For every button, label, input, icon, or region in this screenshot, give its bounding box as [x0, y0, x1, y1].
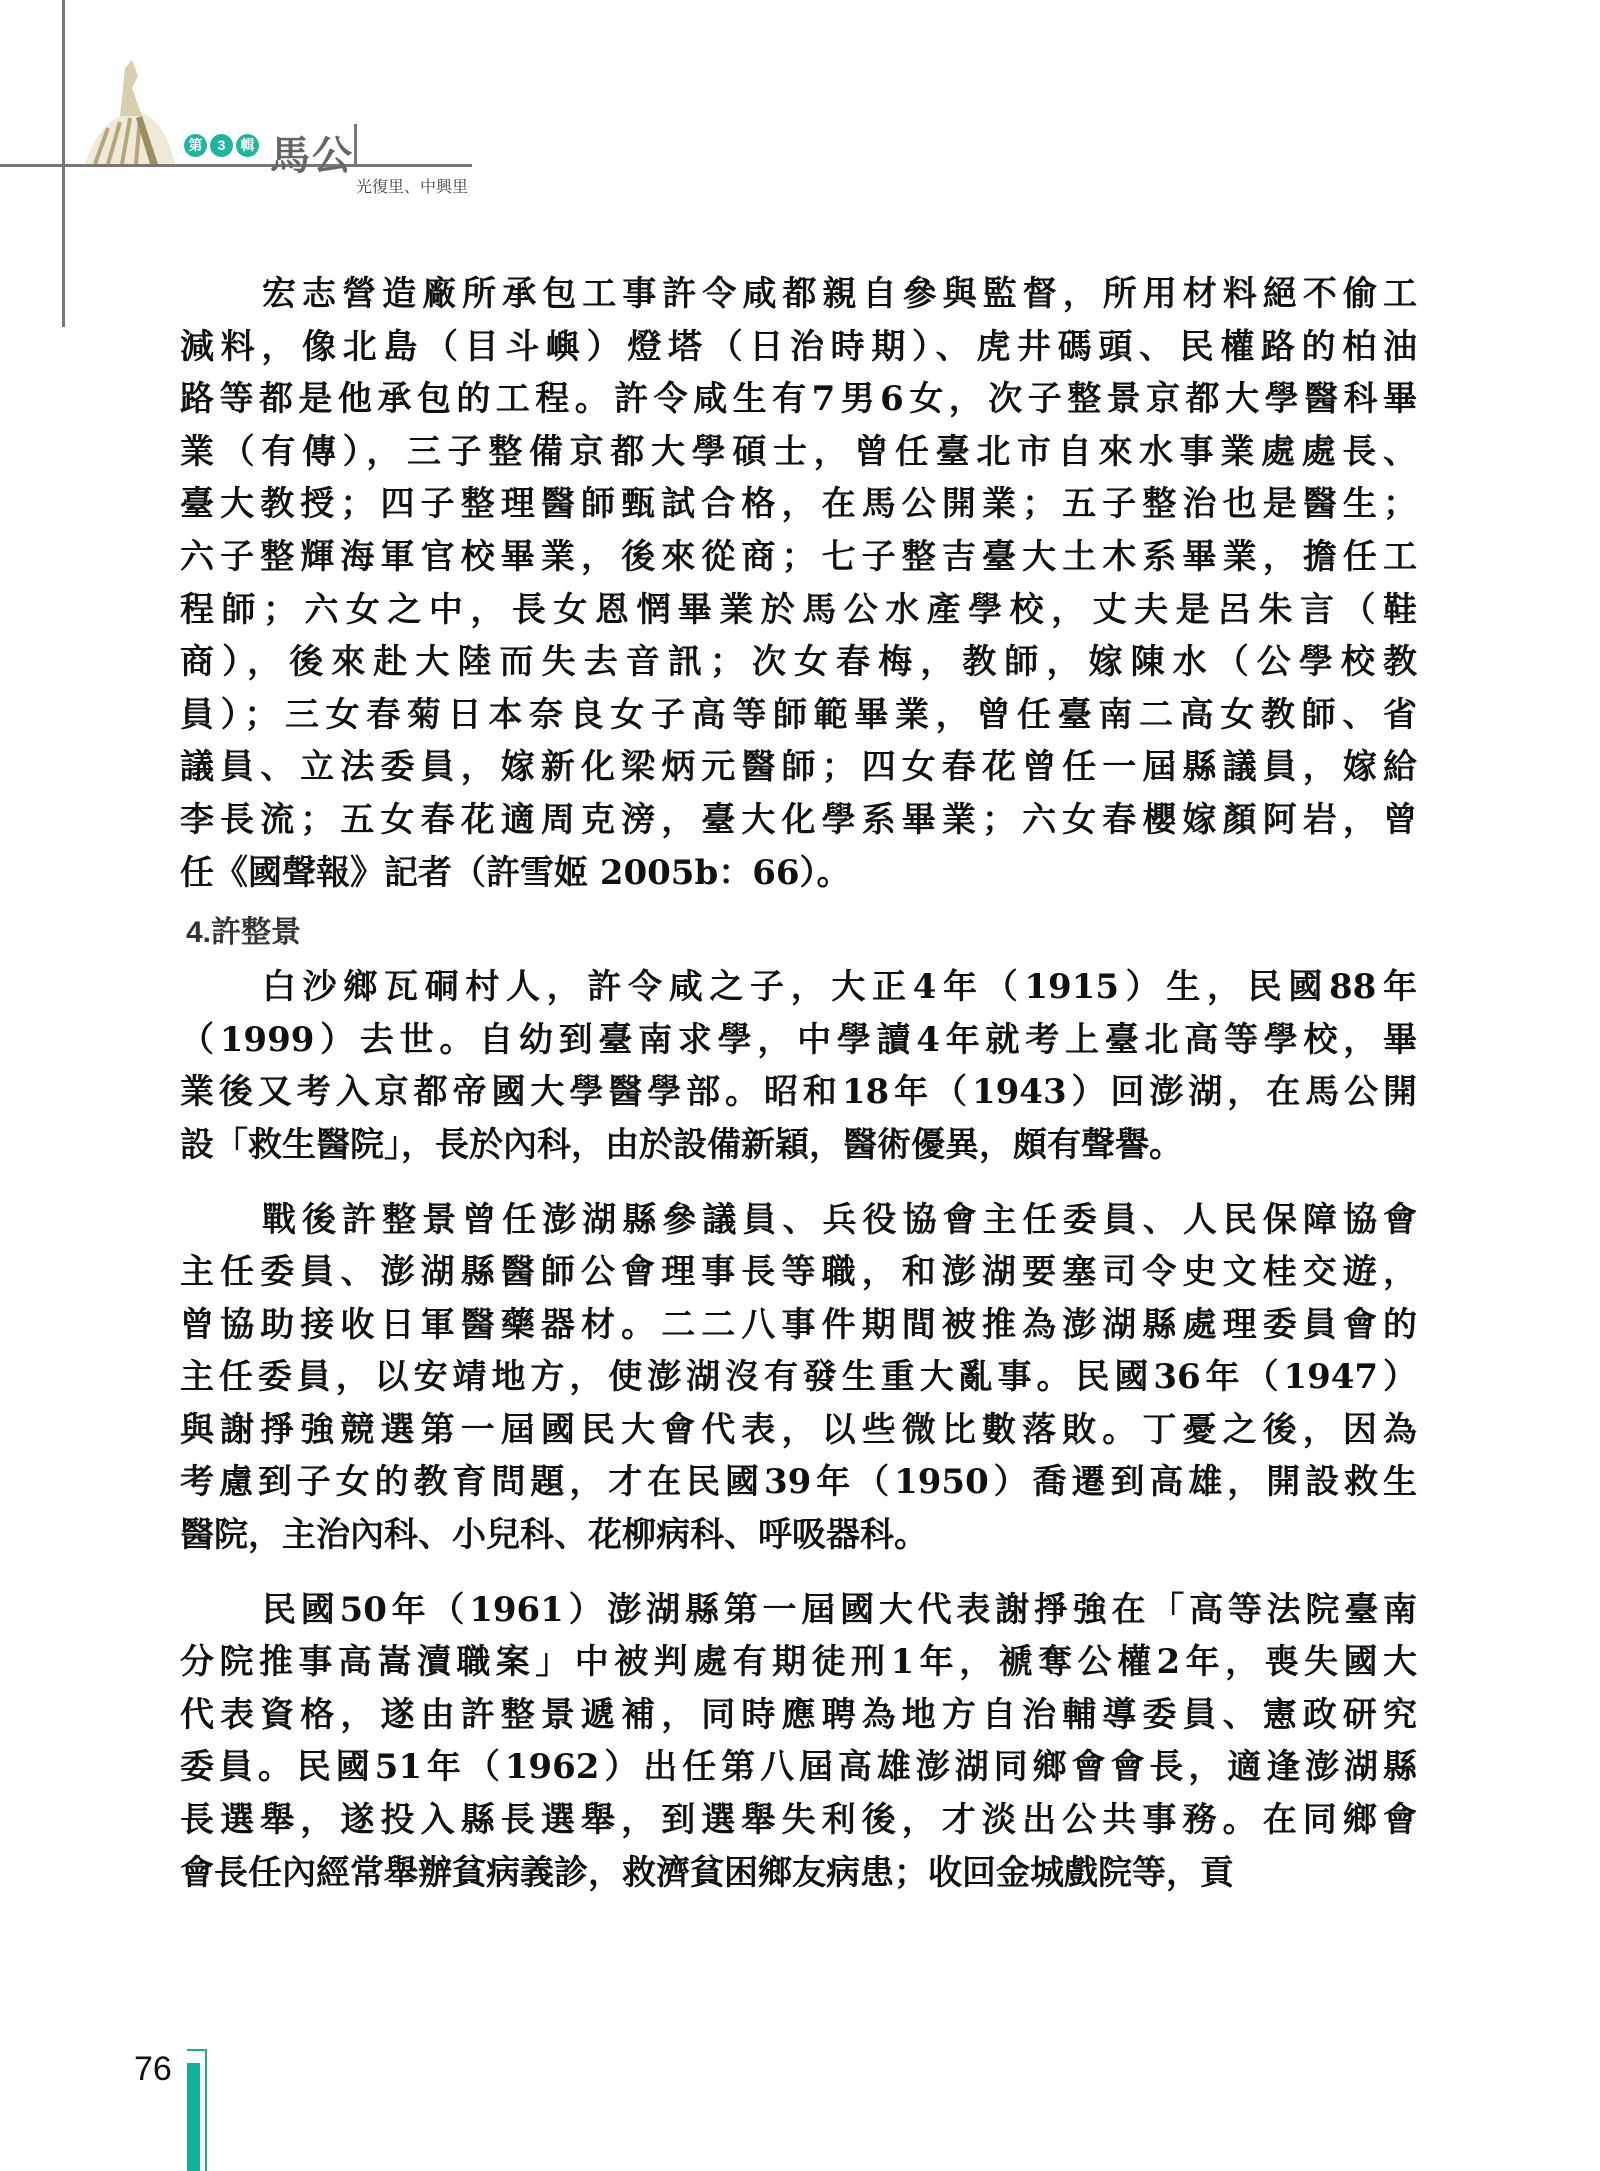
running-subtitle: 光復里、中興里: [356, 177, 469, 196]
text-line: 減料，像北島（目斗嶼）燈塔（日治時期）、虎井碼頭、民權路的柏油: [180, 326, 1417, 367]
footer-accent-line: [205, 2049, 207, 2171]
text-line: 醫院，主治內科、小兒科、花柳病科、呼吸器科。: [180, 1515, 928, 1556]
text-line: 民國50年（1961）澎湖縣第一屆國大代表謝掙強在「高等法院臺南: [262, 1589, 1417, 1630]
text-line: 宏志營造廠所承包工事許令咸都親自參與監督，所用材料絕不偷工: [262, 274, 1417, 314]
text-line: 李長流；五女春花適周克滂，臺大化學系畢業；六女春櫻嫁顏阿岩，曾: [180, 799, 1417, 840]
header-horizontal-rule: [0, 164, 472, 167]
body-text: [180, 268, 1417, 1899]
chapter-badge-prefix: 第: [184, 134, 207, 157]
intro-paragraphs: [180, 268, 1417, 899]
text-line: 程師；六女之中，長女恩惘畢業於馬公水產學校，丈夫是呂朱言（鞋: [180, 589, 1417, 630]
text-line: 白沙鄉瓦硐村人，許令咸之子，大正4年（1915）生，民國88年: [262, 967, 1417, 1008]
text-line: 主任委員、澎湖縣醫師公會理事長等職，和澎湖要塞司令史文桂交遊，: [180, 1252, 1417, 1293]
paragraph-gap: [180, 1172, 1417, 1194]
section-paragraphs: [180, 961, 1417, 1899]
page-number: 76: [134, 2050, 172, 2088]
text-line: 戰後許整景曾任澎湖縣參議員、兵役協會主任委員、人民保障協會: [262, 1199, 1417, 1240]
paragraph-gap: [180, 1562, 1417, 1584]
text-line: 議員、立法委員，嫁新化梁炳元醫師；四女春花曾任一屆縣議員，嫁給: [180, 747, 1417, 788]
text-line: （1999）去世。自幼到臺南求學，中學讀4年就考上臺北高等學校，畢: [180, 1019, 1417, 1060]
text-line: 分院推事高嵩瀆職案」中被判處有期徒刑1年，褫奪公權2年，喪失國大: [180, 1642, 1417, 1683]
paragraph: [180, 1584, 1417, 1900]
text-line: 員）；三女春菊日本奈良女子高等師範畢業，曾任臺南二高女教師、省: [180, 694, 1417, 735]
text-line: 路等都是他承包的工程。許令咸生有7男6女，次子整景京都大學醫科畢: [180, 379, 1417, 420]
footer-accent-cap: [187, 2049, 207, 2051]
chapter-badge: [184, 134, 259, 157]
text-line: 委員。民國51年（1962）出任第八屆高雄澎湖同鄉會會長，適逢澎湖縣: [180, 1747, 1417, 1788]
paragraph: [180, 1194, 1417, 1562]
text-line: 設「救生醫院」，長於內科，由於設備新穎，醫術優異，頗有聲譽。: [180, 1124, 1183, 1165]
text-line: 六子整輝海軍官校畢業，後來從商；七子整吉臺大土木系畢業，擔任工: [180, 536, 1417, 577]
title-divider: [354, 124, 357, 166]
section-heading: 4.許整景: [186, 916, 302, 950]
text-line: 任《國聲報》記者（許雪姬 2005b：66）。: [180, 852, 851, 893]
text-line: 業（有傳），三子整備京都大學碩士，曾任臺北市自來水事業處處長、: [180, 431, 1417, 472]
text-line: 與謝掙強競選第一屆國民大會代表，以些微比數落敗。丁憂之後，因為: [180, 1409, 1417, 1450]
footer-accent-bar: [187, 2063, 200, 2171]
text-line: 考慮到子女的教育問題，才在民國39年（1950）喬遷到高雄，開設救生: [180, 1462, 1417, 1503]
chapter-badge-suffix: 輯: [236, 134, 259, 157]
text-line: 曾協助接收日軍醫藥器材。二二八事件期間被推為澎湖縣處理委員會的: [180, 1304, 1417, 1345]
temple-roof-ornament-icon: [80, 58, 180, 164]
text-line: 主任委員，以安靖地方，使澎湖沒有發生重大亂事。民國36年（1947）: [180, 1357, 1417, 1398]
text-line: 業後又考入京都帝國大學醫學部。昭和18年（1943）回澎湖，在馬公開: [180, 1072, 1417, 1113]
text-line: 商），後來赴大陸而失去音訊；次女春梅，教師，嫁陳水（公學校教: [180, 642, 1417, 683]
town-title: 馬公: [270, 132, 354, 179]
paragraph: [180, 268, 1417, 899]
text-line: 代表資格，遂由許整景遞補，同時應聘為地方自治輔導委員、憲政研究: [180, 1694, 1417, 1735]
text-line: 臺大教授；四子整理醫師甄試合格，在馬公開業；五子整治也是醫生；: [180, 484, 1417, 525]
text-line: 會長任內經常舉辦貧病義診，救濟貧困鄉友病患；收回金城戲院等，貢: [180, 1852, 1234, 1893]
paragraph: [180, 961, 1417, 1171]
chapter-badge-number: 3: [210, 134, 233, 157]
text-line: 長選舉，遂投入縣長選舉，到選舉失利後，才淡出公共事務。在同鄉會: [180, 1800, 1417, 1841]
